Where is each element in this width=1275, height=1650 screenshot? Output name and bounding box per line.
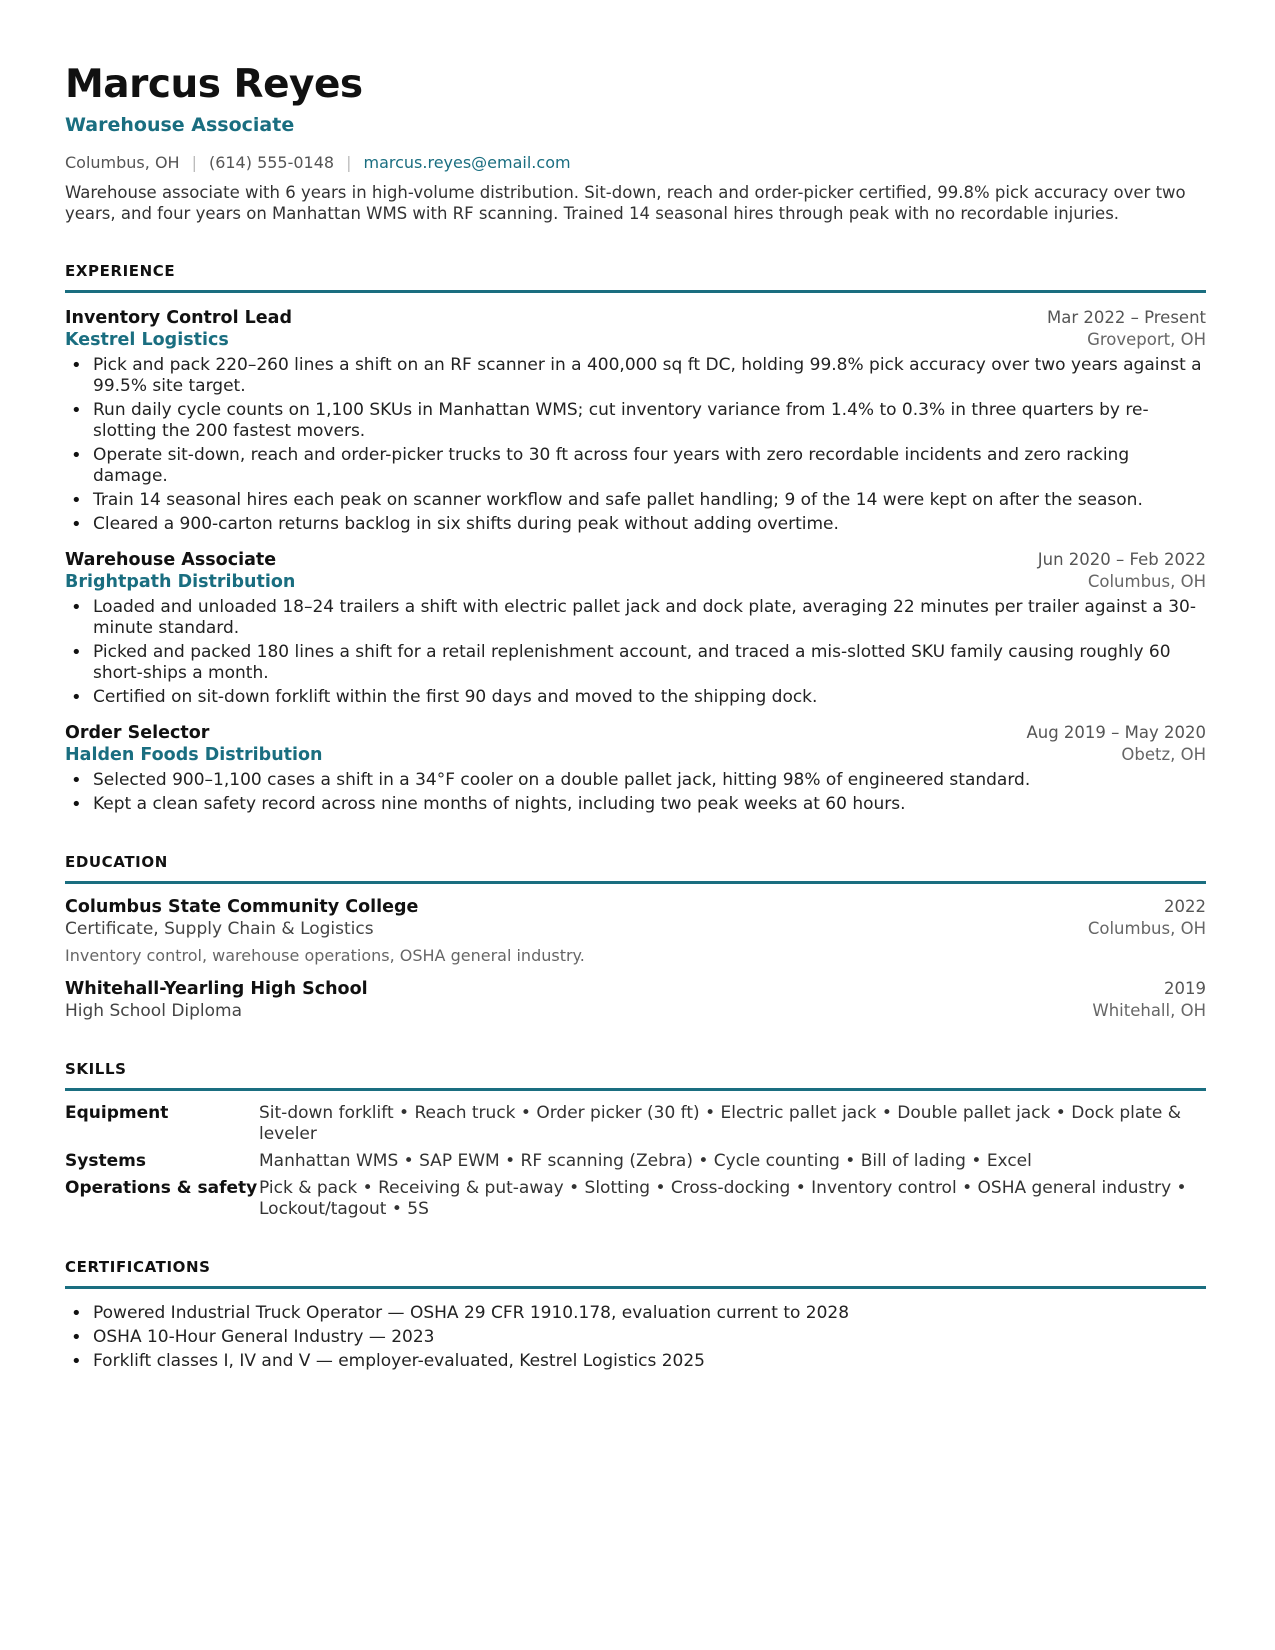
skill-row xyxy=(65,1151,1206,1172)
job-entry xyxy=(65,549,1206,708)
skill-items: Manhattan WMS • SAP EWM • RF scanning (Zebra) • Cycle counting • Bill of lading • Excel xyxy=(259,1151,1032,1171)
education-entry xyxy=(65,896,1206,966)
school-location: Columbus, OH xyxy=(1087,919,1206,938)
job-dates: Mar 2022 – Present xyxy=(1046,308,1206,327)
job-title: Order Selector xyxy=(65,723,210,743)
job-bullets xyxy=(65,770,1206,815)
certification-list xyxy=(65,1303,1206,1372)
bullet-item: • Selected 900–1,100 cases a shift in a 34°F cooler on a double pallet jack, hitting 98% of engineered standard. xyxy=(93,770,1206,791)
certification-item: • OSHA 10-Hour General Industry — 2023 xyxy=(93,1327,1206,1348)
summary: Warehouse associate with 6 years in high-volume distribution. Sit-down, reach and order-picker certified, 99.8% pick accuracy over two years, and four years on Manhattan WMS with RF scanning. Trained 14 seasonal hires through peak with no recordable injuries. xyxy=(65,183,1186,223)
skill-row xyxy=(65,1103,1206,1145)
section-heading-certifications: CERTIFICATIONS xyxy=(65,1258,1206,1289)
job-dates: Jun 2020 – Feb 2022 xyxy=(1037,550,1206,569)
school-degree: High School Diploma xyxy=(65,1001,243,1021)
job-dates: Aug 2019 – May 2020 xyxy=(1026,723,1206,742)
job-location: Groveport, OH xyxy=(1087,330,1206,349)
job-location: Obetz, OH xyxy=(1121,745,1206,764)
section-heading-skills: SKILLS xyxy=(65,1060,1206,1091)
certification-item: • Powered Industrial Truck Operator — OSHA 29 CFR 1910.178, evaluation current to 2028 xyxy=(93,1303,1206,1324)
job-company: Halden Foods Distribution xyxy=(65,745,323,765)
school-degree: Certificate, Supply Chain & Logistics xyxy=(65,919,374,939)
bullet-item: • Run daily cycle counts on 1,100 SKUs in Manhattan WMS; cut inventory variance from 1.4% to 0.3% in three quarters by re-slotting the 200 fastest movers. xyxy=(93,400,1206,442)
bullet-item: • Pick and pack 220–260 lines a shift on an RF scanner in a 400,000 sq ft DC, holding 99.8% pick accuracy over two years against a 99.5% site target. xyxy=(93,355,1206,397)
candidate-name: Marcus Reyes xyxy=(65,62,363,107)
skills-table xyxy=(65,1103,1206,1220)
section-heading-education: EDUCATION xyxy=(65,853,1206,884)
section-heading-experience: EXPERIENCE xyxy=(65,262,1206,293)
skill-category: Operations & safety xyxy=(65,1178,258,1198)
contact-separator: | xyxy=(191,153,197,172)
contact-phone: (614) 555-0148 xyxy=(208,153,335,172)
contact-line xyxy=(65,152,1206,174)
skill-category: Equipment xyxy=(65,1103,169,1123)
job-entry xyxy=(65,307,1206,535)
job-entry xyxy=(65,722,1206,815)
skill-row xyxy=(65,1178,1206,1220)
job-title: Inventory Control Lead xyxy=(65,308,293,328)
school-name: Whitehall-Yearling High School xyxy=(65,979,368,999)
contact-location: Columbus, OH xyxy=(65,153,180,172)
bullet-item: • Cleared a 900-carton returns backlog in six shifts during peak without adding overtime. xyxy=(93,514,1206,535)
job-bullets xyxy=(65,597,1206,708)
school-note: Inventory control, warehouse operations, OSHA general industry. xyxy=(65,946,585,965)
skill-items: Pick & pack • Receiving & put-away • Slotting • Cross-docking • Inventory control • OSHA general industry • Lockout/tagout • 5S xyxy=(259,1178,1187,1219)
bullet-item: • Operate sit-down, reach and order-picker trucks to 30 ft across four years with zero recordable incidents and zero racking damage. xyxy=(93,445,1206,487)
bullet-item: • Certified on sit-down forklift within the first 90 days and moved to the shipping dock. xyxy=(93,687,1206,708)
bullet-item: • Train 14 seasonal hires each peak on scanner workflow and safe pallet handling; 9 of the 14 were kept on after the season. xyxy=(93,490,1206,511)
school-location: Whitehall, OH xyxy=(1092,1001,1206,1020)
contact-email-link[interactable]: marcus.reyes@email.com xyxy=(363,153,571,172)
candidate-role: Warehouse Associate xyxy=(65,114,295,136)
certification-item: • Forklift classes I, IV and V — employer-evaluated, Kestrel Logistics 2025 xyxy=(93,1351,1206,1372)
job-company: Brightpath Distribution xyxy=(65,572,296,592)
bullet-item: • Loaded and unloaded 18–24 trailers a shift with electric pallet jack and dock plate, averaging 22 minutes per trailer against a 30-minute standard. xyxy=(93,597,1206,639)
school-year: 2019 xyxy=(1164,979,1206,998)
job-company: Kestrel Logistics xyxy=(65,330,229,350)
bullet-item: • Picked and packed 180 lines a shift for a retail replenishment account, and traced a mis-slotted SKU family causing roughly 60 short-ships a month. xyxy=(93,642,1206,684)
school-year: 2022 xyxy=(1164,897,1206,916)
contact-separator: | xyxy=(346,153,352,172)
skill-category: Systems xyxy=(65,1151,146,1171)
job-title: Warehouse Associate xyxy=(65,550,277,570)
school-name: Columbus State Community College xyxy=(65,897,419,917)
bullet-item: • Kept a clean safety record across nine months of nights, including two peak weeks at 60 hours. xyxy=(93,794,1206,815)
job-location: Columbus, OH xyxy=(1087,572,1206,591)
job-bullets xyxy=(65,355,1206,535)
education-entry xyxy=(65,978,1206,1022)
skill-items: Sit-down forklift • Reach truck • Order picker (30 ft) • Electric pallet jack • Double pallet jack • Dock plate & leveler xyxy=(259,1103,1182,1144)
